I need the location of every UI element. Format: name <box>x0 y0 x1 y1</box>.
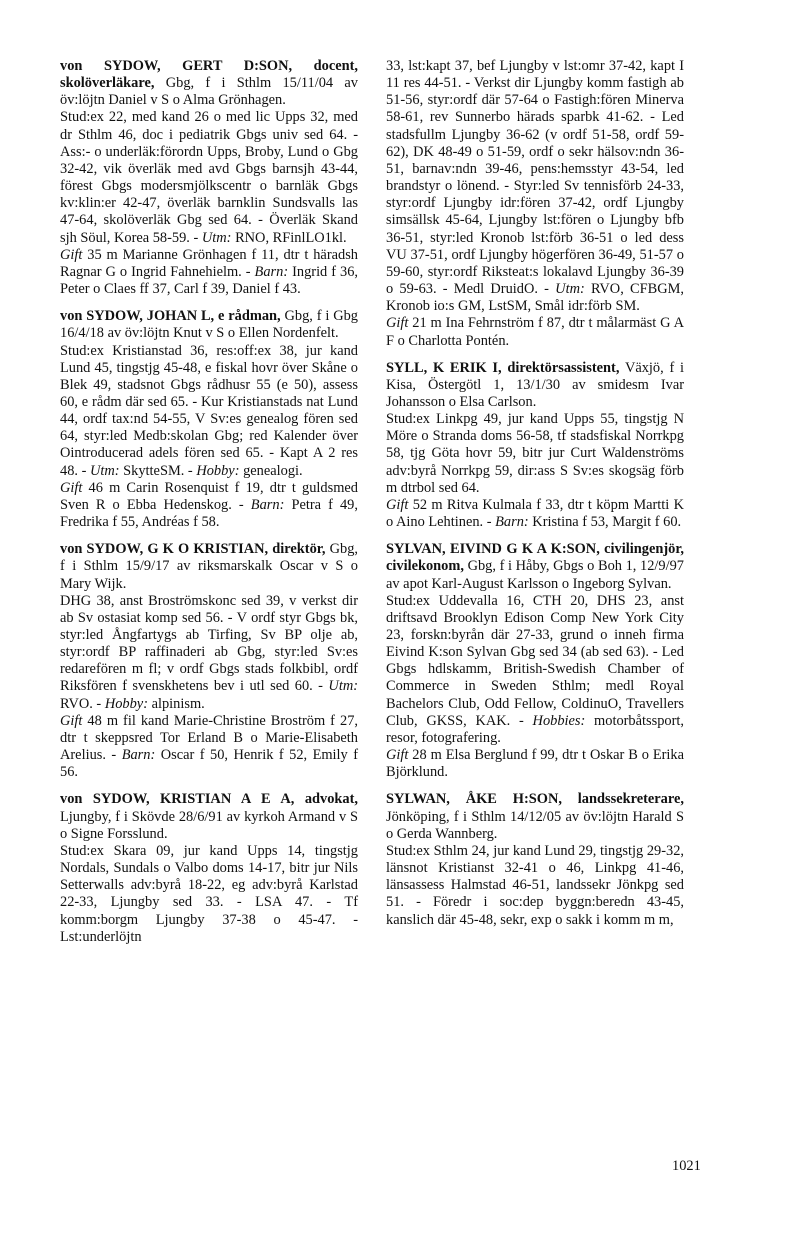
entry-paragraph <box>386 411 684 497</box>
entry-text: Stud:ex Uddevalla 16, CTH 20, DHS 23, anst driftsavd Brooklyn Edison Comp New York City 23, forskn:byrån där 27-33, grund o inneh firma Eivind K:son Sylvan Gbg sed 34 (ab sed 63). - Led Gbgs hdlskamm, British-Swedish Chamber of Commerce in Sweden Sthlm; medl Royal Bachelors Club, Odd Fellow, ColdinuO, Travellers Club, GKSS, KAK. - <box>386 592 684 729</box>
entry-paragraph <box>60 308 358 342</box>
field-label: Barn: <box>250 496 285 513</box>
entry-text: RNO, RFinlLO1kl. <box>231 229 347 246</box>
entry-paragraph <box>386 497 684 531</box>
entry-paragraph <box>60 843 358 946</box>
entry-text: Petra f 49, Fredrika f 55, Andréas f 58. <box>60 496 358 531</box>
field-label: Hobby: <box>196 462 240 479</box>
entry-text: Gbg, f i Sthlm 15/11/04 av öv:löjtn Daniel v S o Alma Grönhagen. <box>60 75 358 109</box>
entry-text: Gbg, f i Sthlm 15/9/17 av riksmarskalk Oscar v S o Mary Wijk. <box>60 541 358 592</box>
entry-text: 33, lst:kapt 37, bef Ljungby v lst:omr 37-42, kapt I 11 res 44-51. - Verkst dir Ljungby komm fastigh ab 51-56, styr:ordf där 57-64 o Fastigh:fören Minerva 58-61, rev Sunnerbo härads sparbk 41-62. - Led stadsfullm Ljungby 36-62 (v ordf 51-58, ordf 59-62), DK 48-49 o 51-59, ordf o sekr hälsov:ndn 36-51, barnav:ndn 39-46, pens:hemsstyr 43-54, led brandstyr o lönend. - Styr:led Sv tennisförb 24-33, styr:ordf Ljungby idr:fören 37-42, ordf Ljungby simsällsk 45-64, Ljungby lst:fören o Ljungby bfb 36-51, styr:led Kronob lst:förb 36-51 o led dess VU 37-51, ordf Ljungby högerfören 36-49, 51-57 o 59-60, styr:ordf Riksteat:s lokalavd Ljungby 36-39 o 59-63. - Medl DruidO. - <box>386 58 684 298</box>
entry-text: RVO. - <box>60 695 105 712</box>
entry-paragraph <box>60 593 358 713</box>
entry-paragraph <box>386 791 684 842</box>
entry-text: RVO, CFBGM, Kronob io:s GM, LstSM, Smål idr:förb SM. <box>386 281 684 315</box>
page-number: 1021 <box>672 1158 701 1174</box>
biography-entry <box>60 308 358 531</box>
entry-heading: von SYDOW, G K O KRISTIAN, direktör, <box>60 541 326 558</box>
entry-paragraph <box>386 58 684 315</box>
entry-text: alpinism. <box>148 695 205 712</box>
entry-text: Kristina f 53, Margit f 60. <box>528 514 682 531</box>
field-label: Gift <box>386 315 409 332</box>
entry-heading: SYLVAN, EIVIND G K A K:SON, civilingenjör, civilekonom, <box>386 541 684 575</box>
entry-heading: SYLL, K ERIK I, direktörsassistent, <box>386 359 620 376</box>
biography-entry <box>386 791 684 928</box>
field-label: Gift <box>386 496 409 513</box>
entry-heading: von SYDOW, JOHAN L, e rådman, <box>60 308 281 325</box>
entry-paragraph <box>386 593 684 747</box>
biography-entry <box>60 541 358 781</box>
field-label: Utm: <box>201 229 232 246</box>
entry-text: genealogi. <box>239 462 303 479</box>
entry-paragraph <box>60 109 358 246</box>
entry-paragraph <box>386 315 684 349</box>
biography-entry <box>386 58 684 350</box>
entry-text: Ingrid f 36, Peter o Claes ff 37, Carl f 39, Daniel f 43. <box>60 263 358 298</box>
entry-text: Stud:ex Skara 09, jur kand Upps 14, tingstjg Nordals, Sundals o Valbo doms 14-17, bitr jur Nils Setterwalls adv:byrå 18-22, eg adv:byrå Karlstad 22-33, Ljungby sed 33. - LSA 47. - Tf komm:borgm Ljungby 37-38 o 45-47. - Lst:underlöjtn <box>60 842 358 945</box>
entry-text: Jönköping, f i Sthlm 14/12/05 av öv:löjtn Harald S o Gerda Wannberg. <box>386 808 684 842</box>
entry-paragraph <box>60 58 358 109</box>
biography-entry <box>386 360 684 532</box>
entry-text: Gbg, f i Håby, Gbgs o Boh 1, 12/9/97 av apot Karl-August Karlsson o Ingeborg Sylvan. <box>386 558 684 592</box>
entry-paragraph <box>386 747 684 781</box>
entry-text: 48 m fil kand Marie-Christine Broström f 27, dtr t skeppsred Tor Erland B o Marie-Elisabeth Arelius. - <box>60 712 358 764</box>
entry-paragraph <box>60 343 358 480</box>
biography-entry <box>60 58 358 298</box>
field-label: Utm: <box>555 281 585 298</box>
entry-text: motorbåtssport, resor, fotografering. <box>386 712 684 746</box>
biography-entry <box>60 791 358 945</box>
field-label: Hobbies: <box>532 712 586 729</box>
entry-text: SkytteSM. - <box>119 462 197 479</box>
field-label: Barn: <box>254 263 289 280</box>
field-label: Gift <box>60 246 83 263</box>
entry-text: Stud:ex Sthlm 24, jur kand Lund 29, tingstjg 29-32, länsnot Kristianst 32-41 o 46, Linkpg 41-46, länsassess Halmstad 46-51, landssekr Jönkpg sed 51. - Föredr i soc:dep byggn:beredn 43-45, kanslich där 45-48, sekr, exp o sakk i komm m m, <box>386 842 684 928</box>
biography-entry <box>386 541 684 781</box>
entry-heading: von SYDOW, KRISTIAN A E A, advokat, <box>60 791 358 808</box>
field-label: Barn: <box>121 747 156 764</box>
field-label: Hobby: <box>104 695 148 712</box>
entry-paragraph <box>60 541 358 592</box>
entry-text: DHG 38, anst Broströmskonc sed 39, v verkst dir ab Sv ostasiat komp sed 56. - V ordf styr Gbgs bk, styr:led Ångfartygs ab Tirfing, Sv BP olje ab, styr:ordf BP raffinaderi ab Gbg, styr:led Sv:es redarefören m fl; v ordf Gbgs stads folkbibl, ordf Riksfören f svenskhetens bev i utl sed 60. - <box>60 592 358 695</box>
entry-text: 46 m Carin Rosenquist f 19, dtr t guldsmed Sven R o Ebba Hedenskog. - <box>60 479 358 513</box>
entry-paragraph <box>60 713 358 782</box>
right-column <box>386 58 684 939</box>
entry-text: 52 m Ritva Kulmala f 33, dtr t köpm Martti K o Aino Lehtinen. - <box>386 496 684 531</box>
left-column <box>60 58 358 956</box>
entry-paragraph <box>60 247 358 298</box>
field-label: Utm: <box>328 678 358 695</box>
entry-text: Ljungby, f i Skövde 28/6/91 av kyrkoh Armand v S o Signe Forsslund. <box>60 808 358 842</box>
entry-text: Stud:ex Kristianstad 36, res:off:ex 38, jur kand Lund 45, tingstjg 45-48, e fiskal hovr över Skåne o Blek 49, stadsnot Gbgs rådhusr 55 (e 50), assess 60, e rådm där sed 65. - Kur Kristianstads nat Lund 44, ordf tax:nd 54-55, V Sv:es genealog fören sed 64, styr:led Medb:skolan Gbg; red Kalender över Ointroducerad adels fören sed 65. - Kapt A 2 res 48. - <box>60 342 358 479</box>
entry-text: 21 m Ina Fehrnström f 87, dtr t målarmäst G A F o Charlotta Pontén. <box>386 315 684 349</box>
entry-paragraph <box>60 480 358 531</box>
field-label: Gift <box>60 712 83 729</box>
entry-text: Oscar f 50, Henrik f 52, Emily f 56. <box>60 747 358 781</box>
field-label: Gift <box>386 747 409 764</box>
entry-paragraph <box>60 791 358 842</box>
entry-text: Stud:ex Linkpg 49, jur kand Upps 55, tingstjg N Möre o Stranda doms 56-58, tf stadsfiskal Norrkpg 58, tjg Göta hovr 59, bitr jur Curt Waldenströms adv:byrå Norrkpg 59, dir:ass S Sv:es skogsäg förb m dtrbol sed 64. <box>386 411 684 496</box>
field-label: Gift <box>60 479 83 496</box>
entry-text: Växjö, f i Kisa, Östergötl 1, 13/1/30 av smidesm Ivar Johansson o Elsa Carlson. <box>386 359 684 410</box>
entry-text: 35 m Marianne Grönhagen f 11, dtr t häradsh Ragnar G o Ingrid Fahnehielm. - <box>60 246 358 280</box>
entry-heading: SYLWAN, ÅKE H:SON, landssekreterare, <box>386 791 684 808</box>
entry-text: Gbg, f i Gbg 16/4/18 av öv:löjtn Knut v S o Ellen Nordenfelt. <box>60 308 358 342</box>
entry-text: Stud:ex 22, med kand 26 o med lic Upps 32, med dr Sthlm 46, doc i pediatrik Gbgs univ sed 64. - Ass:- o underläk:förordn Upps, Broby, Lund o Gbg 32-42, vik överläk med avd Gbgs barnsjh 43-44, förest Gbgs modersmjölkscentr o barnläk Gbgs kv:klin:er 42-47, överläk barnklin Sundsvalls las 47-64, skolöverläk Gbg sed 64. - Överläk Skand sjh Söul, Korea 58-59. - <box>60 109 358 246</box>
field-label: Utm: <box>89 462 120 479</box>
field-label: Barn: <box>495 514 529 531</box>
entry-paragraph <box>386 843 684 929</box>
entry-text: 28 m Elsa Berglund f 99, dtr t Oskar B o Erika Björklund. <box>386 747 684 781</box>
entry-paragraph <box>386 541 684 592</box>
entry-heading: von SYDOW, GERT D:SON, docent, skolöverläkare, <box>60 58 358 92</box>
entry-paragraph <box>386 360 684 411</box>
